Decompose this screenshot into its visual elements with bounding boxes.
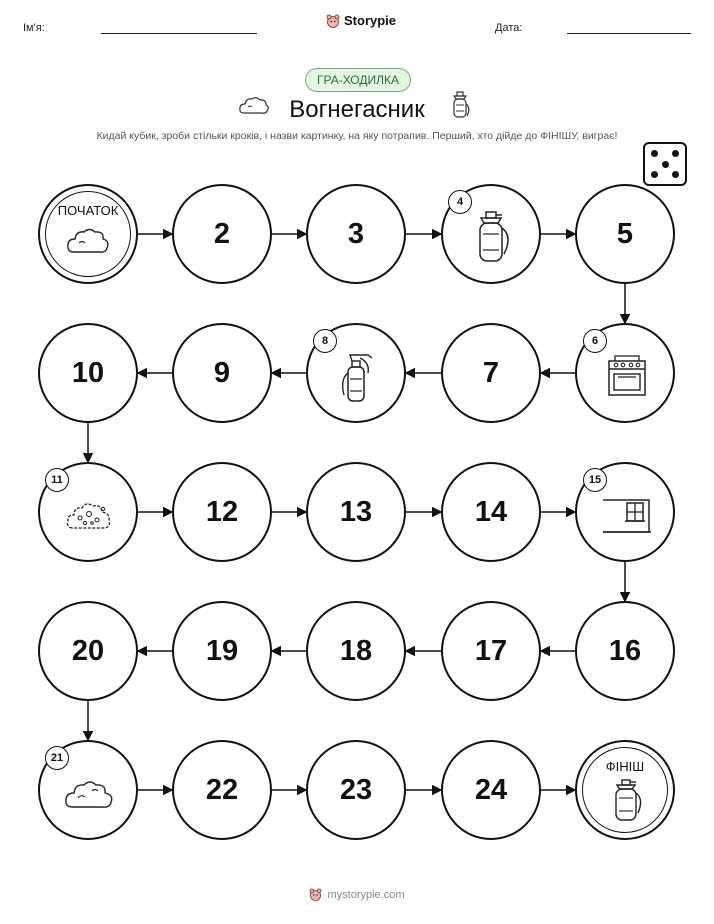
cell-number: 17 — [474, 634, 508, 667]
stove-icon — [605, 351, 649, 399]
board-cell[interactable] — [172, 184, 272, 284]
cell-number: 10 — [71, 356, 105, 389]
cell-number: 24 — [474, 773, 508, 806]
start-label: ПОЧАТОК — [57, 203, 119, 218]
footer — [0, 888, 714, 901]
date-label: Дата: — [495, 22, 523, 34]
smoke-icon — [65, 496, 115, 534]
board-cell[interactable] — [172, 323, 272, 423]
name-label: Ім'я: — [23, 22, 45, 34]
board-cell-start[interactable] — [38, 184, 138, 284]
game-type-badge: ГРА-ХОДИЛКА — [305, 68, 411, 92]
board-cell[interactable] — [306, 740, 406, 840]
gas-cylinder-icon — [609, 778, 645, 824]
cell-number: 7 — [482, 356, 500, 389]
cell-number: 3 — [347, 217, 365, 250]
cell-number: 19 — [205, 634, 239, 667]
board-cell[interactable] — [575, 184, 675, 284]
cell-number-tag: 4 — [448, 190, 472, 214]
cell-number-tag: 15 — [583, 468, 607, 492]
smoke-cloud-icon — [66, 224, 112, 256]
board-cell[interactable] — [172, 740, 272, 840]
board-cell[interactable] — [38, 601, 138, 701]
cell-number: 5 — [616, 217, 634, 250]
board-cell[interactable] — [172, 462, 272, 562]
board-cell[interactable] — [38, 323, 138, 423]
cell-number: 22 — [205, 773, 239, 806]
board-cell[interactable] — [441, 740, 541, 840]
cell-number: 13 — [339, 495, 373, 528]
page-title: Вогнегасник — [289, 96, 425, 123]
storypie-mascot-icon — [309, 888, 322, 901]
cell-number: 14 — [474, 495, 508, 528]
brand-name: Storypie — [344, 13, 397, 28]
game-instructions: Кидай кубик, зроби стільки кроків, і назви картинку, на яку потрапив. Перший, хто дійде до ФІНІШУ, виграє! — [96, 130, 618, 142]
cell-number: 9 — [213, 356, 231, 389]
board-cell[interactable] — [441, 462, 541, 562]
board-cell[interactable] — [172, 601, 272, 701]
cell-number-tag: 6 — [583, 329, 607, 353]
smoke-cloud-icon — [64, 776, 116, 812]
footer-site-link[interactable]: mystorypie.com — [327, 888, 405, 901]
cell-number: 2 — [213, 217, 231, 250]
cell-number: 18 — [339, 634, 373, 667]
board-cell[interactable] — [306, 184, 406, 284]
cell-number-tag: 8 — [313, 329, 337, 353]
cell-number: 23 — [339, 773, 373, 806]
finish-label: ФІНІШ — [605, 759, 645, 774]
cell-number-tag: 11 — [45, 468, 69, 492]
board-cell[interactable] — [306, 462, 406, 562]
gas-cylinder-icon — [471, 210, 515, 266]
cell-number: 20 — [71, 634, 105, 667]
cell-number: 16 — [608, 634, 642, 667]
board-cell[interactable] — [441, 323, 541, 423]
cell-number-tag: 21 — [45, 746, 69, 770]
board-cell[interactable] — [441, 601, 541, 701]
fire-extinguisher-icon — [338, 349, 378, 405]
window-icon — [599, 494, 655, 538]
cell-number: 12 — [205, 495, 239, 528]
board-cell-finish[interactable] — [575, 740, 675, 840]
board-cell[interactable] — [306, 601, 406, 701]
board-cell[interactable] — [575, 601, 675, 701]
